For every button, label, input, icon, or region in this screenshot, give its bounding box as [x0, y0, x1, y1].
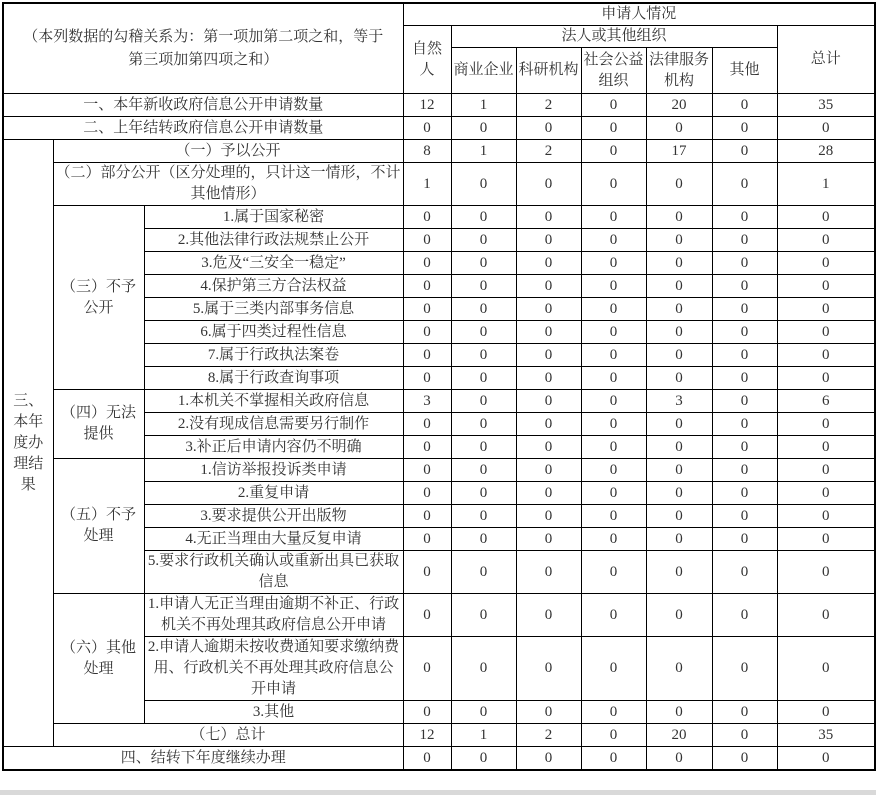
table-row: [3, 94, 875, 117]
value-cell: 0: [646, 117, 712, 140]
value-cell: 0: [581, 94, 646, 117]
row-label: 一、本年新收政府信息公开申请数量: [3, 94, 403, 117]
value-cell: 0: [646, 505, 712, 528]
row-label: （七）总计: [53, 724, 403, 747]
value-cell: 0: [516, 505, 581, 528]
value-cell: 0: [646, 436, 712, 459]
table-row: [3, 117, 875, 140]
value-cell: 0: [777, 482, 875, 505]
value-cell: 0: [777, 206, 875, 229]
value-cell: 0: [777, 701, 875, 724]
value-cell: 12: [403, 94, 451, 117]
value-cell: 0: [403, 459, 451, 482]
header-row-1: [3, 3, 875, 26]
table-row: [3, 747, 875, 771]
value-cell: 0: [581, 747, 646, 771]
value-cell: 20: [646, 94, 712, 117]
table-row: [3, 459, 875, 482]
value-cell: 0: [581, 701, 646, 724]
col-header-legal-org-group: 法人或其他组织: [451, 26, 777, 48]
value-cell: 1: [451, 94, 516, 117]
value-cell: 0: [646, 747, 712, 771]
value-cell: 0: [581, 206, 646, 229]
value-cell: 0: [712, 724, 777, 747]
value-cell: 0: [516, 163, 581, 206]
value-cell: 0: [712, 551, 777, 594]
row-label: 3.其他: [144, 701, 403, 724]
value-cell: 0: [581, 229, 646, 252]
value-cell: 0: [403, 321, 451, 344]
value-cell: 0: [451, 275, 516, 298]
value-cell: 0: [403, 528, 451, 551]
value-cell: 0: [712, 413, 777, 436]
table-row: [3, 163, 875, 206]
disclosure-table: [2, 2, 876, 771]
value-cell: 0: [712, 747, 777, 771]
value-cell: 20: [646, 724, 712, 747]
row-label: 2.没有现成信息需要另行制作: [144, 413, 403, 436]
value-cell: 0: [516, 252, 581, 275]
value-cell: 0: [646, 413, 712, 436]
value-cell: 35: [777, 724, 875, 747]
value-cell: 0: [516, 594, 581, 637]
value-cell: 0: [646, 528, 712, 551]
col-header-other: 其他: [712, 48, 777, 94]
value-cell: 0: [777, 551, 875, 594]
value-cell: 0: [646, 367, 712, 390]
table-row: [3, 594, 875, 637]
col-header-legal-service-org: 法律服务机构: [646, 48, 712, 94]
value-cell: 0: [581, 321, 646, 344]
value-cell: 0: [403, 436, 451, 459]
value-cell: 0: [646, 701, 712, 724]
value-cell: 0: [403, 275, 451, 298]
col-header-natural-person: 自然人: [403, 26, 451, 94]
value-cell: 0: [646, 252, 712, 275]
section-three-label: 三、本年度办理结果: [3, 140, 53, 747]
value-cell: 0: [712, 528, 777, 551]
value-cell: 0: [712, 298, 777, 321]
value-cell: 0: [403, 482, 451, 505]
value-cell: 0: [451, 637, 516, 701]
col-header-research-institution: 科研机构: [516, 48, 581, 94]
value-cell: 0: [777, 275, 875, 298]
value-cell: 0: [777, 528, 875, 551]
value-cell: 0: [777, 367, 875, 390]
value-cell: 0: [581, 344, 646, 367]
value-cell: 0: [516, 637, 581, 701]
value-cell: 0: [516, 344, 581, 367]
col-header-total: 总计: [777, 26, 875, 94]
value-cell: 0: [403, 594, 451, 637]
header-note-cell: [3, 3, 403, 94]
value-cell: 0: [777, 252, 875, 275]
value-cell: 8: [403, 140, 451, 163]
row-label: 3.危及“三安全一稳定”: [144, 252, 403, 275]
value-cell: 0: [403, 206, 451, 229]
value-cell: 0: [581, 594, 646, 637]
value-cell: 0: [646, 229, 712, 252]
value-cell: 1: [451, 140, 516, 163]
value-cell: 0: [516, 390, 581, 413]
value-cell: 0: [777, 321, 875, 344]
value-cell: 0: [777, 298, 875, 321]
value-cell: 0: [451, 229, 516, 252]
value-cell: 2: [516, 94, 581, 117]
value-cell: 0: [646, 551, 712, 594]
value-cell: 0: [777, 594, 875, 637]
value-cell: 0: [581, 551, 646, 594]
value-cell: 0: [451, 528, 516, 551]
value-cell: 2: [516, 140, 581, 163]
value-cell: 0: [712, 482, 777, 505]
value-cell: 0: [451, 436, 516, 459]
value-cell: 0: [516, 413, 581, 436]
value-cell: 0: [516, 275, 581, 298]
value-cell: 0: [581, 505, 646, 528]
table-row: [3, 140, 875, 163]
value-cell: 0: [451, 551, 516, 594]
value-cell: 0: [712, 321, 777, 344]
value-cell: 0: [581, 298, 646, 321]
value-cell: 0: [516, 701, 581, 724]
value-cell: 0: [646, 206, 712, 229]
value-cell: 0: [712, 140, 777, 163]
value-cell: 0: [451, 747, 516, 771]
row-label: 5.属于三类内部事务信息: [144, 298, 403, 321]
value-cell: 0: [451, 163, 516, 206]
value-cell: 0: [516, 436, 581, 459]
value-cell: 0: [646, 321, 712, 344]
value-cell: 0: [777, 117, 875, 140]
value-cell: 0: [403, 252, 451, 275]
value-cell: 0: [451, 252, 516, 275]
value-cell: 0: [581, 482, 646, 505]
value-cell: 0: [646, 482, 712, 505]
value-cell: 3: [646, 390, 712, 413]
value-cell: 0: [451, 367, 516, 390]
value-cell: 0: [516, 298, 581, 321]
value-cell: 0: [581, 252, 646, 275]
value-cell: 0: [712, 637, 777, 701]
value-cell: 0: [777, 229, 875, 252]
value-cell: 0: [451, 505, 516, 528]
value-cell: 0: [451, 482, 516, 505]
table-row: [3, 390, 875, 413]
table-row: [3, 724, 875, 747]
row-label: 1.信访举报投诉类申请: [144, 459, 403, 482]
value-cell: 0: [646, 275, 712, 298]
group-label: （五）不予处理: [53, 459, 144, 594]
group-label: （三）不予公开: [53, 206, 144, 390]
value-cell: 0: [581, 140, 646, 163]
value-cell: 0: [451, 117, 516, 140]
value-cell: 0: [712, 701, 777, 724]
value-cell: 0: [451, 390, 516, 413]
value-cell: 28: [777, 140, 875, 163]
value-cell: 0: [712, 252, 777, 275]
value-cell: 0: [581, 528, 646, 551]
value-cell: 1: [403, 163, 451, 206]
row-label: 二、上年结转政府信息公开申请数量: [3, 117, 403, 140]
row-label: 四、结转下年度继续办理: [3, 747, 403, 771]
value-cell: 0: [516, 321, 581, 344]
header-note: （本列数据的勾稽关系为：第一项加第二项之和，等于第三项加第四项之和）: [23, 28, 384, 68]
value-cell: 0: [403, 413, 451, 436]
value-cell: 0: [581, 724, 646, 747]
value-cell: 0: [712, 163, 777, 206]
value-cell: 0: [712, 275, 777, 298]
value-cell: 0: [451, 206, 516, 229]
row-label: 5.要求行政机关确认或重新出具已获取信息: [144, 551, 403, 594]
value-cell: 0: [646, 459, 712, 482]
value-cell: 0: [712, 344, 777, 367]
value-cell: 0: [581, 459, 646, 482]
value-cell: 0: [403, 637, 451, 701]
value-cell: 0: [516, 459, 581, 482]
value-cell: 0: [451, 413, 516, 436]
value-cell: 0: [712, 436, 777, 459]
page-bottom-edge: [0, 790, 876, 795]
value-cell: 0: [451, 459, 516, 482]
value-cell: 0: [451, 321, 516, 344]
value-cell: 0: [581, 390, 646, 413]
row-label: 7.属于行政执法案卷: [144, 344, 403, 367]
value-cell: 0: [777, 459, 875, 482]
value-cell: 0: [516, 367, 581, 390]
value-cell: 0: [777, 637, 875, 701]
value-cell: 0: [712, 459, 777, 482]
value-cell: 0: [581, 117, 646, 140]
value-cell: 0: [403, 344, 451, 367]
value-cell: 0: [516, 206, 581, 229]
group-label: （六）其他处理: [53, 594, 144, 724]
value-cell: 2: [516, 724, 581, 747]
value-cell: 0: [451, 701, 516, 724]
row-label: 6.属于四类过程性信息: [144, 321, 403, 344]
value-cell: 0: [403, 117, 451, 140]
col-header-commercial-enterprise: 商业企业: [451, 48, 516, 94]
value-cell: 0: [777, 413, 875, 436]
table-body: [3, 94, 875, 771]
row-label: 2.其他法律行政法规禁止公开: [144, 229, 403, 252]
value-cell: 35: [777, 94, 875, 117]
row-label: 4.保护第三方合法权益: [144, 275, 403, 298]
table-row: [3, 206, 875, 229]
value-cell: 0: [516, 747, 581, 771]
col-header-public-welfare-org: 社会公益组织: [581, 48, 646, 94]
value-cell: 0: [712, 505, 777, 528]
row-label: 8.属于行政查询事项: [144, 367, 403, 390]
value-cell: 6: [777, 390, 875, 413]
value-cell: 0: [646, 594, 712, 637]
value-cell: 0: [712, 206, 777, 229]
value-cell: 0: [712, 94, 777, 117]
value-cell: 0: [403, 229, 451, 252]
value-cell: 0: [581, 413, 646, 436]
value-cell: 0: [516, 482, 581, 505]
row-label: 2.重复申请: [144, 482, 403, 505]
value-cell: 0: [581, 163, 646, 206]
value-cell: 0: [403, 367, 451, 390]
value-cell: 0: [646, 163, 712, 206]
value-cell: 1: [777, 163, 875, 206]
value-cell: 0: [712, 390, 777, 413]
group-label: （四）无法提供: [53, 390, 144, 459]
value-cell: 0: [516, 551, 581, 594]
value-cell: 0: [403, 298, 451, 321]
header-applicant-situation: 申请人情况: [403, 3, 875, 26]
value-cell: 17: [646, 140, 712, 163]
value-cell: 0: [516, 117, 581, 140]
value-cell: 0: [581, 436, 646, 459]
value-cell: 0: [646, 344, 712, 367]
value-cell: 0: [646, 298, 712, 321]
value-cell: 0: [777, 505, 875, 528]
row-label: 1.本机关不掌握相关政府信息: [144, 390, 403, 413]
value-cell: 0: [646, 637, 712, 701]
row-label: 4.无正当理由大量反复申请: [144, 528, 403, 551]
value-cell: 0: [403, 551, 451, 594]
value-cell: 0: [777, 436, 875, 459]
value-cell: 0: [403, 747, 451, 771]
value-cell: 0: [712, 367, 777, 390]
row-label: （一）予以公开: [53, 140, 403, 163]
value-cell: 0: [581, 367, 646, 390]
value-cell: 0: [451, 594, 516, 637]
row-label: 3.补正后申请内容仍不明确: [144, 436, 403, 459]
value-cell: 0: [403, 505, 451, 528]
value-cell: 1: [451, 724, 516, 747]
value-cell: 0: [516, 528, 581, 551]
value-cell: 0: [403, 701, 451, 724]
value-cell: 0: [712, 117, 777, 140]
row-label: 1.属于国家秘密: [144, 206, 403, 229]
value-cell: 0: [712, 594, 777, 637]
row-label: 2.申请人逾期未按收费通知要求缴纳费用、行政机关不再处理其政府信息公开申请: [144, 637, 403, 701]
row-label: 3.要求提供公开出版物: [144, 505, 403, 528]
row-label: （二）部分公开（区分处理的，只计这一情形，不计其他情形）: [53, 163, 403, 206]
value-cell: 0: [777, 747, 875, 771]
value-cell: 12: [403, 724, 451, 747]
table-header: [3, 3, 875, 94]
value-cell: 0: [581, 637, 646, 701]
value-cell: 0: [581, 275, 646, 298]
value-cell: 0: [712, 229, 777, 252]
value-cell: 0: [451, 298, 516, 321]
value-cell: 0: [516, 229, 581, 252]
value-cell: 0: [451, 344, 516, 367]
value-cell: 0: [777, 344, 875, 367]
value-cell: 3: [403, 390, 451, 413]
row-label: 1.申请人无正当理由逾期不补正、行政机关不再处理其政府信息公开申请: [144, 594, 403, 637]
